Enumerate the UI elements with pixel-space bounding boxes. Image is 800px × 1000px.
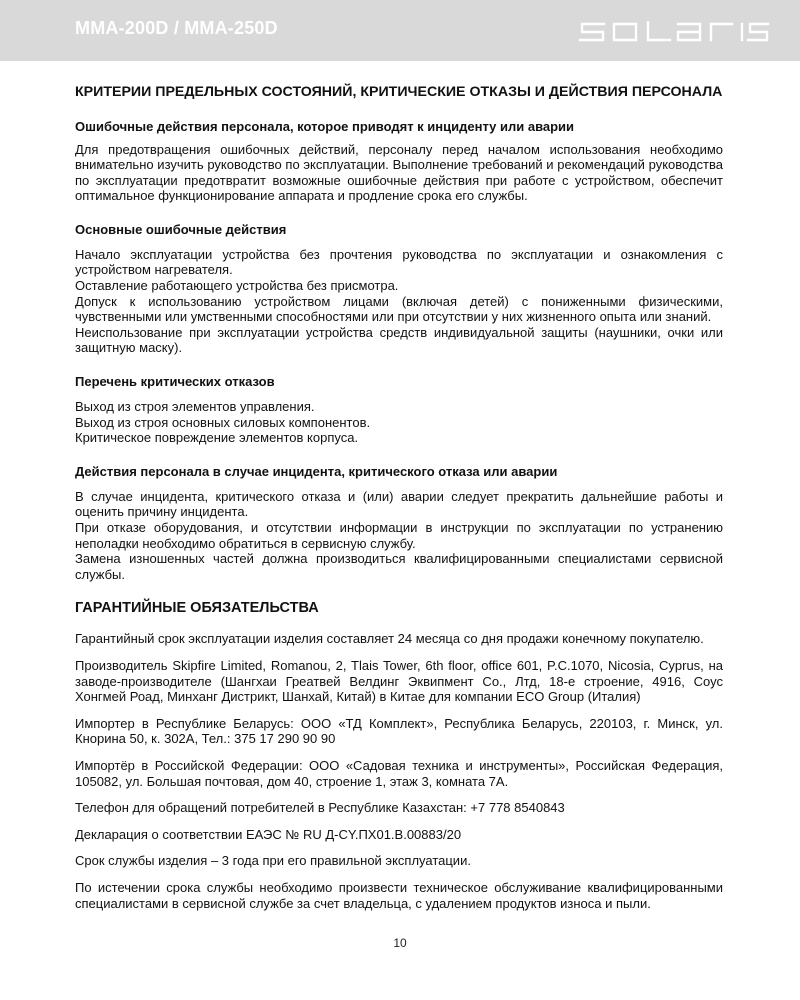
warranty-paragraph: Телефон для обращений потребителей в Республике Казахстан: +7 778 8540843 (75, 800, 565, 816)
list-item: Выход из строя элементов управления. (75, 399, 315, 415)
warranty-paragraph: Декларация о соответствии ЕАЭС № RU Д-CY.ПХ01.В.00883/20 (75, 826, 462, 842)
subheading-personnel-errors: Ошибочные действия персонала, которое приводят к инциденту или аварии (75, 118, 575, 134)
list-item: Оставление работающего устройства без присмотра. (75, 278, 399, 294)
page-number: 10 (393, 936, 407, 950)
list-incident-actions (75, 489, 723, 583)
page-content (75, 84, 723, 911)
warranty-paragraph: Импортёр в Российской Федерации: ООО «Садовая техника и инструменты», Российская Федерация, 105082, ул. Большая почтовая, дом 40, строение 1, этаж 3, комната 7А. (75, 757, 723, 789)
section-title-criteria: КРИТЕРИИ ПРЕДЕЛЬНЫХ СОСТОЯНИЙ, КРИТИЧЕСКИЕ ОТКАЗЫ И ДЕЙСТВИЯ ПЕРСОНАЛА (75, 84, 723, 100)
subheading-critical-failures: Перечень критических отказов (75, 374, 275, 390)
warranty-paragraph: Импортер в Республике Беларусь: ООО «ТД Комплект», Республика Беларусь, 220103, г. Минск, ул. Кнорина 50, к. 302А, Тел.: 375 17 290 90 90 (75, 715, 723, 747)
paragraph-personnel-errors: Для предотвращения ошибочных действий, персоналу перед началом использования необходимо внимательно изучить руководство по эксплуатации. Выполнение требований и рекомендаций руководства по эксплуатации предотвратит возможные ошибочные действия при работе с устройством, обеспечит оптимальное функционирование аппарата и продление срока его службы. (75, 141, 723, 204)
warranty-paragraph: По истечении срока службы необходимо произвести техническое обслуживание квалифицированными специалистами в сервисной службе за счет владельца, с удалением продуктов износа и пыли. (75, 879, 723, 911)
subheading-incident-actions: Действия персонала в случае инцидента, критического отказа или аварии (75, 463, 558, 479)
solaris-logo (578, 21, 770, 43)
list-item: Выход из строя основных силовых компонентов. (75, 414, 371, 430)
list-item: Начало эксплуатации устройства без прочтения руководства по эксплуатации и ознакомления с устройством нагревателя. (75, 246, 723, 278)
list-item: В случае инцидента, критического отказа и (или) аварии следует прекратить дальнейшие работы и оценить причину инцидента. (75, 488, 723, 520)
model-title: MMA-200D / MMA-250D (75, 18, 278, 38)
list-item: При отказе оборудования, и отсутствии информации в инструкции по эксплуатации по устранению неполадки необходимо обратиться в сервисную службу. (75, 520, 723, 551)
list-item: Замена изношенных частей должна производиться квалифицированными специалистами сервисной службы. (75, 551, 723, 582)
list-item: Неиспользование при эксплуатации устройства средств индивидуальной защиты (наушники, очки или защитную маску). (75, 324, 723, 356)
section-title-warranty: ГАРАНТИЙНЫЕ ОБЯЗАТЕЛЬСТВА (75, 600, 319, 617)
warranty-paragraph: Срок службы изделия – 3 года при его правильной эксплуатации. (75, 853, 471, 869)
list-item: Допуск к использованию устройством лицами (включая детей) с пониженными физическими, чувственными или умственными способностями или при отсутствии у них жизненного опыта или знаний. (75, 293, 723, 325)
warranty-paragraph: Гарантийный срок эксплуатации изделия составляет 24 месяца со дня продажи конечному покупателю. (75, 631, 704, 647)
list-item: Критическое повреждение элементов корпуса. (75, 430, 359, 446)
list-critical-failures (75, 399, 723, 446)
list-main-errors (75, 247, 723, 356)
page-header (0, 0, 800, 61)
subheading-main-errors: Основные ошибочные действия (75, 221, 287, 237)
warranty-paragraph: Производитель Skipfire Limited, Romanou, 2, Tlais Tower, 6th floor, office 601, P.C.1070, Nicosia, Cyprus, на заводе-производителе (Шангхаи Греатвей Велдинг Эквипмент Со., Лтд, 18-е строение, 4916, Соус Хонгмей Роад, Минханг Дистрикт, Шанхай, Китай) в Китае для компании ECO Group (Италия) (75, 657, 723, 705)
